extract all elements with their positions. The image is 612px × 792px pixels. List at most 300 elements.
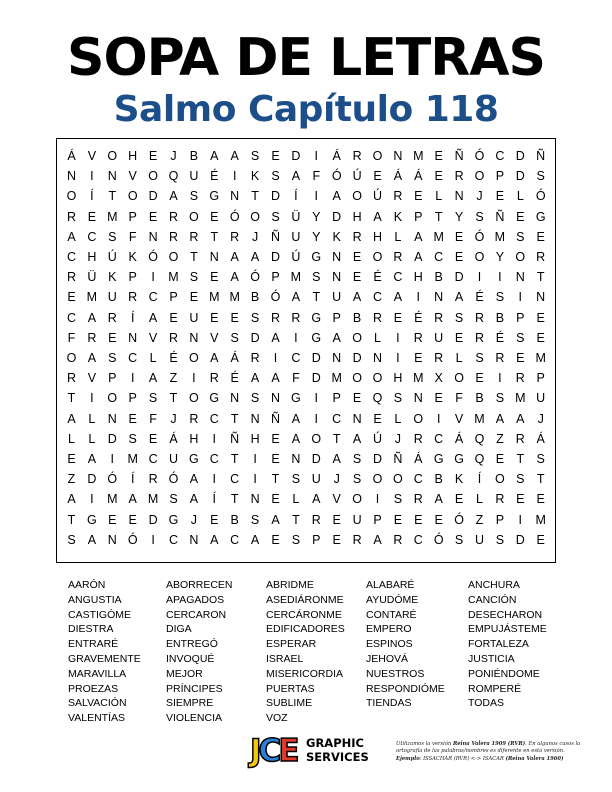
grid-letter[interactable]: I — [253, 452, 257, 466]
grid-letter[interactable]: E — [271, 149, 280, 163]
grid-letter[interactable]: Q — [474, 431, 485, 446]
grid-letter[interactable]: M — [107, 492, 118, 507]
grid-letter[interactable]: D — [270, 189, 281, 204]
grid-letter[interactable]: R — [66, 371, 77, 386]
grid-letter[interactable]: N — [209, 250, 219, 264]
grid-letter[interactable]: D — [372, 452, 383, 466]
grid-letter[interactable]: I — [498, 270, 502, 285]
grid-letter[interactable]: E — [271, 431, 280, 446]
grid-letter[interactable]: D — [291, 149, 301, 163]
grid-letter[interactable]: Ñ — [230, 431, 240, 446]
grid-letter[interactable]: P — [128, 391, 137, 406]
grid-letter[interactable]: O — [127, 189, 138, 204]
grid-letter[interactable]: R — [87, 330, 97, 345]
grid-letter[interactable]: S — [67, 532, 76, 547]
grid-letter[interactable]: É — [169, 351, 178, 365]
grid-letter[interactable]: L — [435, 189, 443, 204]
grid-letter[interactable]: R — [230, 229, 240, 244]
grid-letter[interactable]: D — [515, 169, 525, 184]
grid-letter[interactable]: A — [271, 330, 280, 345]
grid-letter[interactable]: R — [189, 411, 199, 426]
grid-letter[interactable]: B — [352, 310, 362, 325]
grid-letter[interactable]: K — [332, 229, 341, 244]
grid-letter[interactable]: E — [210, 310, 219, 325]
grid-letter[interactable]: C — [148, 452, 158, 466]
grid-letter[interactable]: E — [536, 532, 545, 547]
grid-letter[interactable]: A — [250, 532, 260, 547]
grid-letter[interactable]: M — [535, 351, 546, 365]
grid-letter[interactable]: Z — [496, 431, 504, 446]
grid-letter[interactable]: O — [189, 209, 199, 224]
grid-letter[interactable]: P — [332, 310, 341, 325]
grid-letter[interactable]: D — [270, 250, 281, 264]
grid-letter[interactable]: O — [168, 250, 179, 264]
grid-letter[interactable]: S — [128, 431, 137, 446]
grid-letter[interactable]: E — [230, 310, 239, 325]
grid-letter[interactable]: R — [250, 351, 260, 365]
grid-letter[interactable]: I — [314, 189, 319, 204]
grid-letter[interactable]: C — [168, 532, 179, 547]
grid-letter[interactable]: P — [271, 270, 280, 285]
grid-letter[interactable]: H — [372, 229, 383, 244]
grid-letter[interactable]: L — [88, 431, 96, 446]
grid-letter[interactable]: É — [475, 290, 484, 305]
grid-letter[interactable]: P — [495, 512, 505, 527]
grid-letter[interactable]: A — [414, 229, 423, 244]
grid-letter[interactable]: E — [67, 290, 76, 305]
grid-letter[interactable]: F — [292, 371, 300, 386]
grid-letter[interactable]: M — [433, 229, 444, 244]
grid-letter[interactable]: A — [414, 250, 423, 264]
grid-letter[interactable]: V — [210, 330, 219, 345]
grid-letter[interactable]: R — [413, 330, 423, 345]
grid-letter[interactable]: S — [495, 391, 505, 406]
grid-letter[interactable]: O — [474, 250, 485, 264]
grid-letter[interactable]: P — [108, 371, 117, 386]
grid-letter[interactable]: T — [516, 452, 525, 466]
grid-letter[interactable]: T — [251, 189, 259, 204]
grid-letter[interactable]: E — [67, 452, 76, 466]
grid-letter[interactable]: I — [90, 391, 94, 406]
grid-letter[interactable]: C — [413, 472, 423, 487]
grid-letter[interactable]: M — [290, 270, 302, 285]
grid-letter[interactable]: N — [515, 270, 525, 285]
grid-letter[interactable]: R — [515, 431, 525, 446]
grid-letter[interactable]: S — [108, 229, 117, 244]
grid-letter[interactable]: Ú — [352, 169, 362, 184]
grid-letter[interactable]: S — [454, 310, 464, 325]
grid-letter[interactable]: E — [454, 229, 464, 244]
grid-letter[interactable]: F — [149, 411, 157, 426]
grid-letter[interactable]: A — [210, 149, 219, 163]
grid-letter[interactable]: V — [148, 330, 158, 345]
grid-letter[interactable]: C — [434, 250, 444, 264]
grid-letter[interactable]: G — [189, 452, 199, 466]
grid-letter[interactable]: M — [127, 452, 138, 466]
grid-letter[interactable]: O — [352, 189, 362, 204]
grid-letter[interactable]: R — [209, 371, 219, 386]
grid-letter[interactable]: Ó — [127, 532, 138, 547]
grid-letter[interactable]: S — [148, 391, 158, 406]
grid-letter[interactable]: E — [210, 209, 219, 224]
grid-letter[interactable]: É — [230, 371, 239, 386]
grid-letter[interactable]: G — [311, 310, 322, 325]
grid-letter[interactable]: L — [516, 189, 524, 204]
grid-letter[interactable]: O — [352, 371, 362, 386]
grid-letter[interactable]: A — [148, 310, 158, 325]
grid-letter[interactable]: E — [271, 452, 280, 466]
grid-letter[interactable]: P — [373, 512, 382, 527]
grid-letter[interactable]: R — [434, 310, 444, 325]
grid-letter[interactable]: I — [90, 169, 94, 184]
grid-letter[interactable]: A — [87, 532, 97, 547]
grid-letter[interactable]: O — [352, 492, 362, 507]
grid-letter[interactable]: B — [475, 391, 484, 406]
grid-letter[interactable]: I — [151, 270, 155, 285]
grid-letter[interactable]: R — [495, 351, 505, 365]
grid-letter[interactable]: Y — [312, 229, 321, 244]
grid-letter[interactable]: T — [332, 431, 341, 446]
grid-letter[interactable]: Ñ — [536, 149, 546, 163]
grid-letter[interactable]: G — [311, 250, 322, 264]
grid-letter[interactable]: A — [189, 492, 199, 507]
grid-letter[interactable]: Ñ — [393, 452, 403, 466]
grid-letter[interactable]: P — [516, 310, 525, 325]
grid-letter[interactable]: Ó — [474, 229, 485, 244]
grid-letter[interactable]: J — [476, 189, 483, 204]
grid-letter[interactable]: Ü — [87, 270, 97, 285]
grid-letter[interactable]: O — [372, 149, 383, 163]
grid-letter[interactable]: N — [250, 411, 260, 426]
grid-letter[interactable]: O — [107, 149, 118, 163]
grid-letter[interactable]: C — [148, 290, 158, 305]
grid-letter[interactable]: E — [108, 330, 117, 345]
grid-letter[interactable]: A — [230, 270, 239, 285]
grid-letter[interactable]: R — [189, 229, 199, 244]
grid-letter[interactable]: S — [189, 270, 199, 285]
grid-letter[interactable]: A — [332, 189, 341, 204]
grid-letter[interactable]: I — [253, 472, 257, 487]
grid-letter[interactable]: E — [516, 209, 525, 224]
grid-letter[interactable]: I — [477, 270, 482, 285]
grid-letter[interactable]: L — [455, 351, 463, 365]
grid-letter[interactable]: D — [148, 189, 158, 204]
grid-letter[interactable]: E — [475, 371, 484, 386]
grid-letter[interactable]: G — [454, 452, 464, 466]
grid-letter[interactable]: I — [232, 169, 237, 184]
grid-letter[interactable]: M — [413, 371, 424, 386]
grid-letter[interactable]: R — [66, 270, 77, 285]
grid-letter[interactable]: E — [148, 209, 158, 224]
grid-letter[interactable]: L — [88, 411, 96, 426]
grid-letter[interactable]: V — [128, 169, 137, 184]
grid-letter[interactable]: M — [229, 290, 240, 305]
grid-letter[interactable]: S — [250, 310, 260, 325]
grid-letter[interactable]: E — [271, 492, 280, 507]
grid-letter[interactable]: T — [536, 472, 545, 487]
grid-letter[interactable]: R — [372, 310, 383, 325]
grid-letter[interactable]: N — [189, 532, 199, 547]
grid-letter[interactable]: A — [312, 492, 321, 507]
grid-letter[interactable]: A — [128, 492, 137, 507]
grid-letter[interactable]: R — [168, 330, 179, 345]
grid-letter[interactable]: I — [375, 492, 380, 507]
grid-letter[interactable]: D — [87, 472, 97, 487]
grid-letter[interactable]: A — [271, 371, 280, 386]
grid-letter[interactable]: N — [148, 229, 158, 244]
grid-letter[interactable]: Í — [130, 472, 135, 487]
grid-letter[interactable]: R — [454, 169, 464, 184]
grid-letter[interactable]: C — [434, 431, 444, 446]
grid-letter[interactable]: E — [148, 431, 158, 446]
grid-letter[interactable]: T — [230, 452, 239, 466]
grid-letter[interactable]: Í — [130, 310, 135, 325]
grid-letter[interactable]: E — [414, 512, 423, 527]
grid-letter[interactable]: Ó — [250, 270, 260, 285]
grid-letter[interactable]: D — [250, 330, 260, 345]
grid-letter[interactable]: S — [230, 330, 239, 345]
grid-letter[interactable]: P — [128, 270, 137, 285]
grid-letter[interactable]: T — [108, 189, 117, 204]
grid-letter[interactable]: D — [311, 371, 321, 386]
grid-letter[interactable]: E — [434, 169, 443, 184]
grid-letter[interactable]: N — [107, 411, 117, 426]
grid-letter[interactable]: S — [475, 351, 484, 365]
grid-letter[interactable]: T — [271, 472, 280, 487]
grid-letter[interactable]: D — [454, 270, 464, 285]
grid-letter[interactable]: E — [210, 512, 219, 527]
grid-letter[interactable]: D — [352, 351, 362, 365]
grid-letter[interactable]: S — [516, 472, 525, 487]
grid-letter[interactable]: U — [352, 512, 362, 527]
grid-letter[interactable]: A — [67, 229, 76, 244]
grid-letter[interactable]: N — [434, 290, 444, 305]
grid-letter[interactable]: E — [454, 330, 464, 345]
grid-letter[interactable]: R — [474, 310, 485, 325]
grid-letter[interactable]: N — [413, 391, 423, 406]
grid-letter[interactable]: A — [352, 290, 362, 305]
grid-letter[interactable]: I — [436, 411, 441, 426]
grid-letter[interactable]: H — [393, 371, 403, 386]
grid-letter[interactable]: J — [170, 411, 177, 426]
grid-letter[interactable]: Í — [294, 189, 298, 204]
grid-letter[interactable]: Q — [474, 452, 485, 466]
grid-letter[interactable]: Á — [414, 169, 423, 184]
grid-letter[interactable]: E — [128, 512, 137, 527]
grid-letter[interactable]: Y — [312, 209, 321, 224]
grid-letter[interactable]: Ú — [107, 250, 117, 264]
grid-letter[interactable]: S — [516, 330, 525, 345]
grid-letter[interactable]: I — [273, 351, 278, 365]
grid-letter[interactable]: Ñ — [495, 209, 505, 224]
grid-letter[interactable]: Y — [454, 209, 464, 224]
grid-letter[interactable]: R — [66, 209, 77, 224]
grid-letter[interactable]: Á — [414, 452, 423, 466]
grid-letter[interactable]: S — [352, 472, 362, 487]
grid-letter[interactable]: A — [87, 351, 97, 365]
grid-letter[interactable]: S — [312, 270, 321, 285]
grid-letter[interactable]: Ñ — [270, 411, 281, 426]
grid-letter[interactable]: M — [86, 290, 98, 305]
grid-letter[interactable]: R — [311, 512, 321, 527]
grid-letter[interactable]: A — [230, 250, 239, 264]
grid-letter[interactable]: M — [107, 209, 118, 224]
grid-letter[interactable]: S — [393, 492, 403, 507]
grid-letter[interactable]: L — [374, 330, 381, 345]
grid-letter[interactable]: E — [434, 149, 443, 163]
grid-letter[interactable]: I — [90, 492, 94, 507]
grid-letter[interactable]: A — [434, 492, 443, 507]
grid-letter[interactable]: R — [168, 209, 179, 224]
grid-letter[interactable]: U — [434, 330, 444, 345]
grid-letter[interactable]: J — [170, 149, 177, 163]
grid-letter[interactable]: A — [169, 189, 178, 204]
grid-letter[interactable]: O — [454, 371, 464, 386]
grid-letter[interactable]: M — [168, 270, 179, 285]
grid-letter[interactable]: E — [373, 411, 382, 426]
grid-letter[interactable]: Ó — [168, 472, 179, 487]
grid-letter[interactable]: A — [454, 290, 464, 305]
grid-letter[interactable]: E — [108, 512, 117, 527]
grid-letter[interactable]: D — [107, 431, 117, 446]
grid-letter[interactable]: S — [271, 209, 280, 224]
grid-letter[interactable]: Í — [90, 189, 94, 204]
grid-letter[interactable]: D — [311, 452, 321, 466]
grid-letter[interactable]: U — [291, 229, 301, 244]
grid-letter[interactable]: H — [189, 431, 199, 446]
grid-letter[interactable]: S — [108, 351, 117, 365]
grid-letter[interactable]: B — [250, 290, 260, 305]
grid-letter[interactable]: I — [130, 371, 135, 386]
grid-letter[interactable]: E — [454, 492, 464, 507]
grid-letter[interactable]: É — [495, 330, 505, 345]
grid-letter[interactable]: T — [434, 209, 443, 224]
grid-letter[interactable]: E — [516, 492, 525, 507]
grid-letter[interactable]: S — [169, 492, 178, 507]
grid-letter[interactable]: S — [352, 452, 362, 466]
grid-letter[interactable]: T — [536, 270, 545, 285]
grid-letter[interactable]: I — [294, 330, 298, 345]
grid-letter[interactable]: N — [250, 492, 260, 507]
grid-letter[interactable]: E — [536, 310, 545, 325]
grid-letter[interactable]: O — [372, 472, 383, 487]
grid-letter[interactable]: E — [332, 532, 341, 547]
grid-letter[interactable]: I — [396, 351, 400, 365]
grid-letter[interactable]: S — [516, 229, 525, 244]
grid-letter[interactable]: R — [413, 431, 423, 446]
grid-letter[interactable]: M — [209, 290, 220, 305]
grid-letter[interactable]: E — [352, 270, 362, 285]
grid-letter[interactable]: A — [291, 431, 301, 446]
grid-letter[interactable]: A — [495, 411, 505, 426]
grid-letter[interactable]: Z — [67, 472, 76, 487]
grid-letter[interactable]: V — [454, 411, 464, 426]
grid-letter[interactable]: K — [108, 270, 117, 285]
grid-letter[interactable]: O — [515, 250, 526, 264]
grid-letter[interactable]: N — [270, 391, 281, 406]
grid-letter[interactable]: Ó — [454, 512, 464, 527]
grid-letter[interactable]: Ñ — [270, 229, 281, 244]
grid-letter[interactable]: G — [311, 330, 322, 345]
grid-letter[interactable]: O — [107, 391, 118, 406]
grid-letter[interactable]: A — [516, 411, 525, 426]
grid-letter[interactable]: K — [454, 472, 464, 487]
grid-letter[interactable]: O — [393, 472, 403, 487]
grid-letter[interactable]: U — [107, 290, 117, 305]
grid-letter[interactable]: N — [107, 532, 117, 547]
grid-letter[interactable]: A — [373, 209, 382, 224]
grid-letter[interactable]: A — [352, 431, 362, 446]
grid-letter[interactable]: N — [352, 411, 362, 426]
grid-letter[interactable]: E — [87, 209, 97, 224]
grid-letter[interactable]: C — [230, 532, 240, 547]
grid-letter[interactable]: Ó — [148, 250, 158, 264]
grid-letter[interactable]: U — [168, 452, 179, 466]
grid-letter[interactable]: E — [128, 411, 137, 426]
grid-letter[interactable]: D — [515, 149, 525, 163]
grid-letter[interactable]: Ó — [535, 189, 546, 204]
grid-letter[interactable]: O — [352, 330, 362, 345]
grid-letter[interactable]: S — [475, 209, 484, 224]
grid-letter[interactable]: S — [536, 169, 545, 184]
grid-letter[interactable]: A — [332, 330, 341, 345]
grid-letter[interactable]: N — [230, 391, 240, 406]
grid-letter[interactable]: O — [372, 250, 383, 264]
grid-letter[interactable]: L — [149, 351, 157, 365]
grid-letter[interactable]: C — [87, 229, 97, 244]
grid-letter[interactable]: Í — [477, 472, 482, 487]
grid-letter[interactable]: B — [434, 472, 443, 487]
grid-letter[interactable]: R — [352, 532, 362, 547]
grid-letter[interactable]: F — [128, 229, 137, 244]
grid-letter[interactable]: Ó — [331, 169, 342, 184]
grid-letter[interactable]: Á — [454, 431, 464, 446]
grid-letter[interactable]: B — [189, 149, 199, 163]
grid-letter[interactable]: R — [474, 330, 485, 345]
grid-letter[interactable]: R — [352, 229, 362, 244]
grid-letter[interactable]: X — [434, 371, 443, 386]
grid-letter[interactable]: U — [536, 391, 546, 406]
grid-letter[interactable]: J — [394, 431, 402, 446]
grid-letter[interactable]: É — [414, 310, 423, 325]
grid-letter[interactable]: I — [416, 290, 421, 305]
grid-letter[interactable]: S — [536, 452, 545, 466]
grid-letter[interactable]: C — [128, 351, 138, 365]
grid-letter[interactable]: S — [250, 391, 260, 406]
grid-letter[interactable]: K — [250, 169, 260, 184]
grid-letter[interactable]: Ü — [291, 209, 301, 224]
grid-letter[interactable]: G — [209, 391, 220, 406]
grid-letter[interactable]: A — [230, 149, 239, 163]
grid-letter[interactable]: O — [250, 209, 260, 224]
grid-letter[interactable]: U — [311, 472, 321, 487]
grid-letter[interactable]: R — [270, 310, 281, 325]
grid-letter[interactable]: M — [474, 411, 485, 426]
grid-letter[interactable]: U — [189, 169, 199, 184]
grid-letter[interactable]: G — [168, 512, 179, 527]
grid-letter[interactable]: A — [291, 290, 301, 305]
grid-letter[interactable]: S — [271, 169, 280, 184]
grid-letter[interactable]: H — [352, 209, 362, 224]
grid-letter[interactable]: Ú — [372, 431, 383, 446]
grid-letter[interactable]: U — [189, 310, 199, 325]
grid-letter[interactable]: L — [68, 431, 75, 446]
grid-letter[interactable]: M — [147, 492, 159, 507]
grid-letter[interactable]: P — [169, 290, 178, 305]
grid-letter[interactable]: E — [393, 512, 403, 527]
grid-letter[interactable]: Á — [393, 169, 403, 184]
grid-letter[interactable]: E — [393, 310, 403, 325]
